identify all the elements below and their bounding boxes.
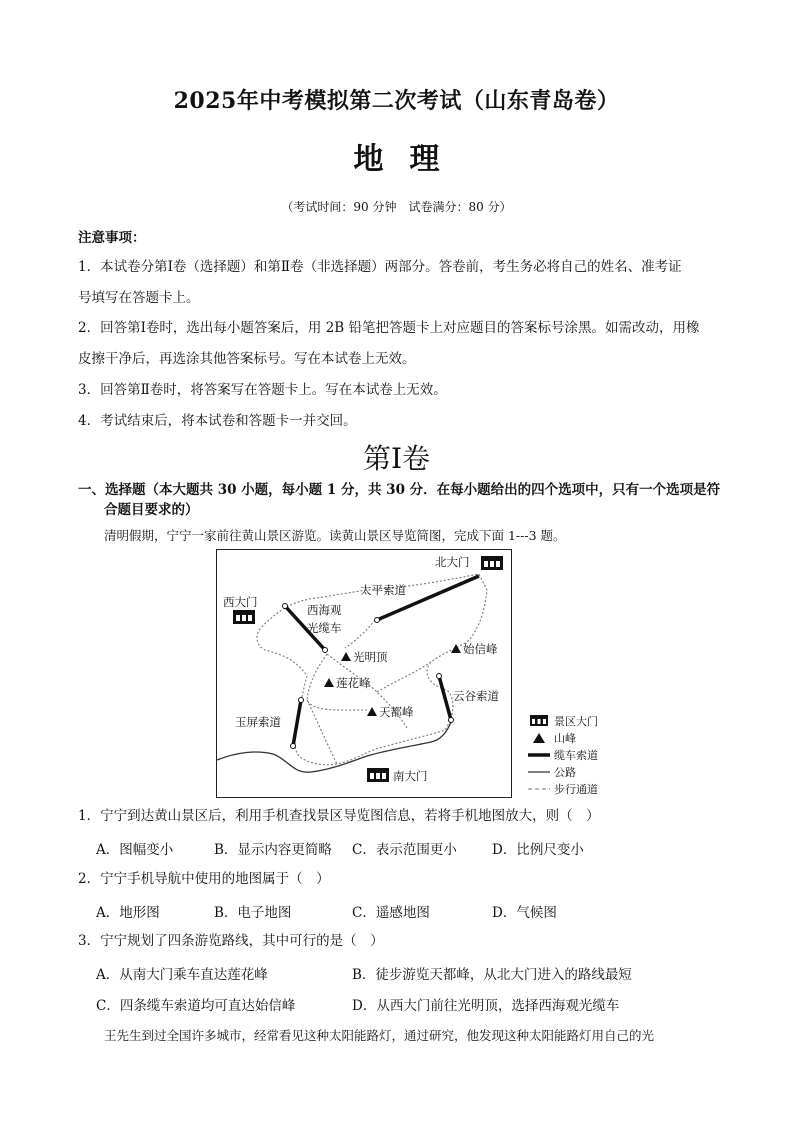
legend-road-label: 公路 [554, 765, 576, 779]
trail-line-icon [528, 786, 550, 792]
peak-icon-guangming [341, 652, 351, 661]
west-gate-icon [233, 610, 255, 624]
huangshan-map [216, 549, 512, 798]
paragraph-2: 王先生到过全国许多城市，经常看见这种太阳能路灯，通过研究，他发现这种太阳能路灯用自己的光 [104, 1028, 655, 1043]
cable-yungu [439, 676, 451, 720]
label-taiping: 太平索道 [360, 583, 406, 597]
label-west-gate: 西大门 [223, 595, 258, 609]
notice-item-3: 3．回答第Ⅱ卷时，将答案写在答题卡上。写在本试卷上无效。 [78, 382, 447, 398]
subject-title: 地理 [353, 142, 466, 177]
notice-item-1-line1: 1．本试卷分第Ⅰ卷（选择题）和第Ⅱ卷（非选择题）两部分。答卷前，考生务必将自己的姓名、准考证 [78, 259, 682, 275]
peak-icon-lianhua [324, 678, 334, 687]
q3-option-a[interactable]: A．从南大门乘车直达莲花峰 [96, 967, 268, 983]
notice-heading: 注意事项： [78, 230, 146, 246]
label-shixin: 始信峰 [463, 642, 498, 656]
label-xihai-2: 光缆车 [307, 621, 342, 635]
trail-5 [345, 620, 375, 648]
legend-gate-label: 景区大门 [554, 714, 598, 728]
legend-cable-label: 缆车索道 [554, 748, 598, 762]
legend-trail [528, 780, 598, 797]
notice-item-2-line1: 2．回答第Ⅰ卷时，选出每小题答案后，用 2B 铅笔把答题卡上对应题目的答案标号涂黑。如需改动，用橡 [78, 320, 700, 336]
q3-option-b[interactable]: B．徒步游览天都峰，从北大门进入的路线最短 [352, 967, 632, 983]
map-legend [528, 712, 598, 797]
story-text: 清明假期，宁宁一家前往黄山景区游览。读黄山景区导览简图，完成下面 1---3 题。 [104, 528, 566, 543]
legend-road [528, 763, 598, 780]
gate-icon [530, 715, 548, 726]
cable-line-icon [528, 752, 550, 758]
peak-icon [533, 733, 545, 743]
notice-item-4: 4．考试结束后，将本试卷和答题卡一并交回。 [78, 413, 357, 429]
label-guangming: 光明顶 [353, 650, 388, 664]
notice-item-1-line2: 号填写在答题卡上。 [78, 290, 200, 306]
label-yungu: 云谷索道 [453, 689, 499, 703]
cable-yuping [293, 700, 301, 746]
legend-trail-label: 步行通道 [554, 782, 598, 796]
label-yuping: 玉屏索道 [235, 715, 281, 729]
q2-option-a[interactable]: A．地形图 [96, 905, 160, 921]
section-intro-line1: 一、选择题（本大题共 30 小题，每小题 1 分，共 30 分．在每小题给出的四个选项中，只有一个选项是符 [78, 482, 721, 498]
q1-option-b[interactable]: B．显示内容更简略 [214, 842, 332, 858]
peak-icon-shixin [451, 644, 461, 653]
peak-icon-tiandu [367, 707, 377, 716]
q2-option-b[interactable]: B．电子地图 [214, 905, 292, 921]
legend-peak [528, 729, 598, 746]
q3-option-c[interactable]: C．四条缆车索道均可直达始信峰 [96, 998, 296, 1014]
road [217, 722, 451, 772]
exam-info: （考试时间：90 分钟 试卷满分：80 分） [281, 200, 512, 214]
q1-option-d[interactable]: D．比例尺变小 [492, 842, 584, 858]
label-lianhua: 莲花峰 [336, 676, 371, 690]
paper-title: 2025年中考模拟第二次考试（山东青岛卷） [173, 88, 620, 114]
section-intro-line2: 合题目要求的） [104, 502, 199, 518]
map-svg [217, 550, 510, 796]
question-1-stem: 1．宁宁到达黄山景区后，利用手机查找景区导览图信息，若将手机地图放大，则（ ） [78, 808, 600, 824]
q3-option-d[interactable]: D．从西大门前往光明顶，选择西海观光缆车 [352, 998, 620, 1014]
label-south-gate: 南大门 [393, 769, 428, 783]
label-north-gate: 北大门 [435, 555, 470, 569]
q1-option-c[interactable]: C．表示范围更小 [352, 842, 457, 858]
north-gate-icon [481, 556, 503, 570]
question-2-stem: 2．宁宁手机导航中使用的地图属于（ ） [78, 871, 330, 887]
south-gate-icon [367, 768, 389, 782]
section-title: 第Ⅰ卷 [362, 442, 431, 475]
q2-option-c[interactable]: C．遥感地图 [352, 905, 430, 921]
scenic-boundary [257, 574, 487, 765]
notice-item-2-line2: 皮擦干净后，再选涂其他答案标号。写在本试卷上无效。 [78, 351, 416, 367]
trail-4 [307, 700, 337, 764]
road-line-icon [528, 769, 550, 775]
q2-option-d[interactable]: D．气候图 [492, 905, 557, 921]
question-3-stem: 3．宁宁规划了四条游览路线，其中可行的是（ ） [78, 933, 384, 949]
legend-gate [528, 712, 598, 729]
legend-cable [528, 746, 598, 763]
label-xihai-1: 西海观 [307, 603, 342, 617]
trail-3 [377, 662, 431, 692]
legend-peak-label: 山峰 [554, 731, 576, 745]
label-tiandu: 天都峰 [379, 705, 414, 719]
q1-option-a[interactable]: A．图幅变小 [96, 842, 174, 858]
